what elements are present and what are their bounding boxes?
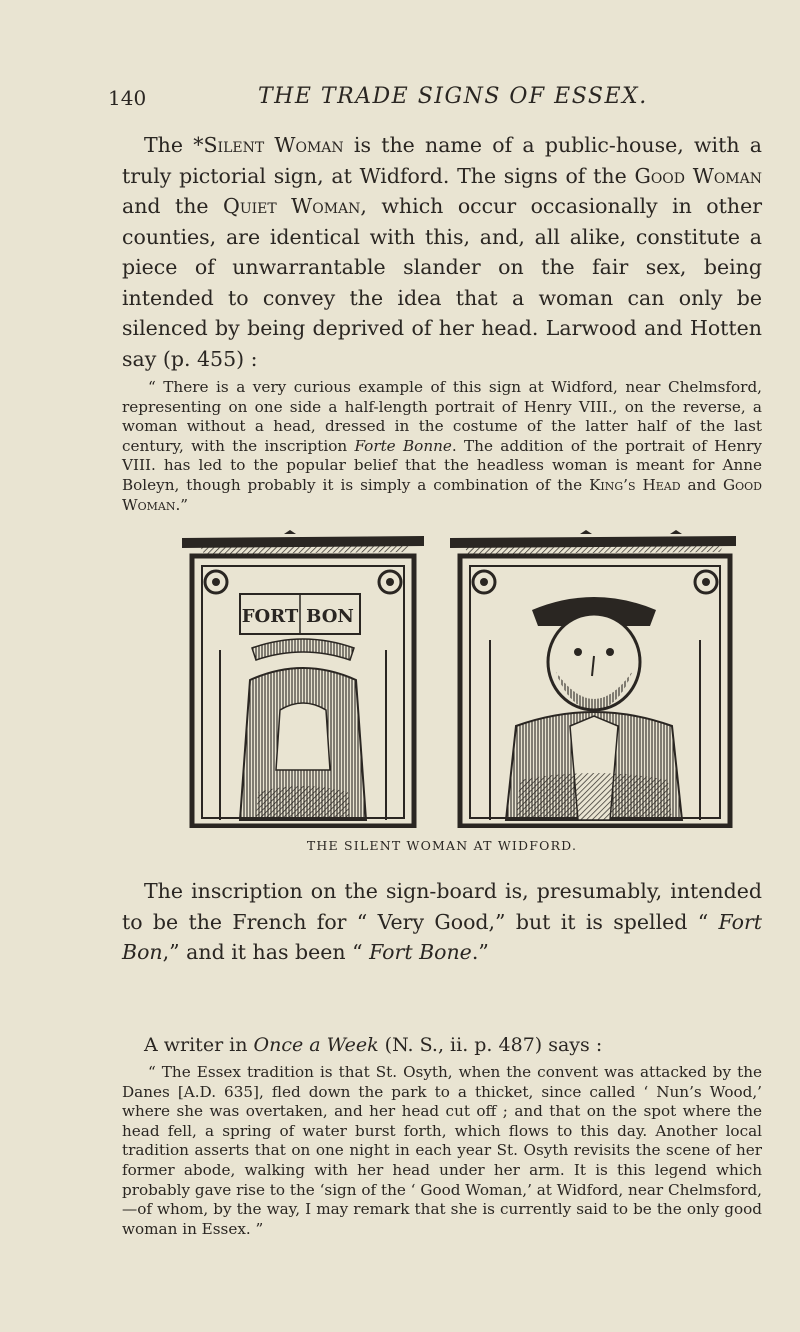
- running-head: [108, 84, 710, 118]
- sign-inscription-right: BON: [306, 606, 354, 627]
- quotation-st-osyth: “ The Essex tradition is that St. Osyth, when the convent was attacked by the Danes [A.D. 635], fled down the park to a thicket, since called ‘ Nun’s Wood,’ where she was overtaken, and her head cut off ; and that on the spot where the head fell, a spring of water burst forth, which flows to this day. Another local tradition asserts that on one night in each year St. Osyth revisits the scene of her former abode, walking with her head under her arm. It is this legend which probably gave rise to the ‘sign of the ‘ Good Woman,’ at Widford, near Chelmsford,—of whom, by the way, I may remark that she is currently said to be the only good woman in Essex. ”: [122, 1063, 762, 1238]
- paragraph-silent-woman: The *Silent Woman is the name of a public-house, with a truly pictorial sign, at Widford. The signs of the Good Woman and the Quiet Woman, which occur occasionally in other counties, are identical with this, and, all alike, constitute a piece of unwarrantable slander on the fair sex, being intended to convey the idea that a woman can only be silenced by being deprived of her head. Larwood and Hotten say (p. 455) :: [122, 133, 763, 371]
- paragraph-once-a-week: A writer in Once a Week (N. S., ii. p. 487) says :: [144, 1034, 603, 1056]
- figure-caption: THE SILENT WOMAN AT WIDFORD.: [306, 838, 578, 853]
- sign-illustration: [180, 530, 740, 828]
- sign-headless-woman: [182, 530, 424, 826]
- running-title: THE TRADE SIGNS OF ESSEX.: [258, 84, 648, 109]
- paragraph-inscription: The inscription on the sign-board is, presumably, intended to be the French for “ Very Good,” but it is spelled “ Fort Bon,” and it has been “ Fort Bone.”: [122, 879, 762, 964]
- sign-inscription-left: FORT: [241, 606, 299, 627]
- quotation-larwood-hotten: “ There is a very curious example of this sign at Widford, near Chelmsford, representing on one side a half-length portrait of Henry VIII., on the reverse, a woman without a head, dressed in the costume of the latter half of the last century, with the inscription Forte Bonne. The addition of the portrait of Henry VIII. has led to the popular belief that the headless woman is meant for Anne Boleyn, though probably it is simply a combination of the King’s Head and Good Woman.”: [122, 378, 763, 514]
- page-number: 140: [108, 86, 147, 110]
- sign-henry-viii: [450, 530, 736, 826]
